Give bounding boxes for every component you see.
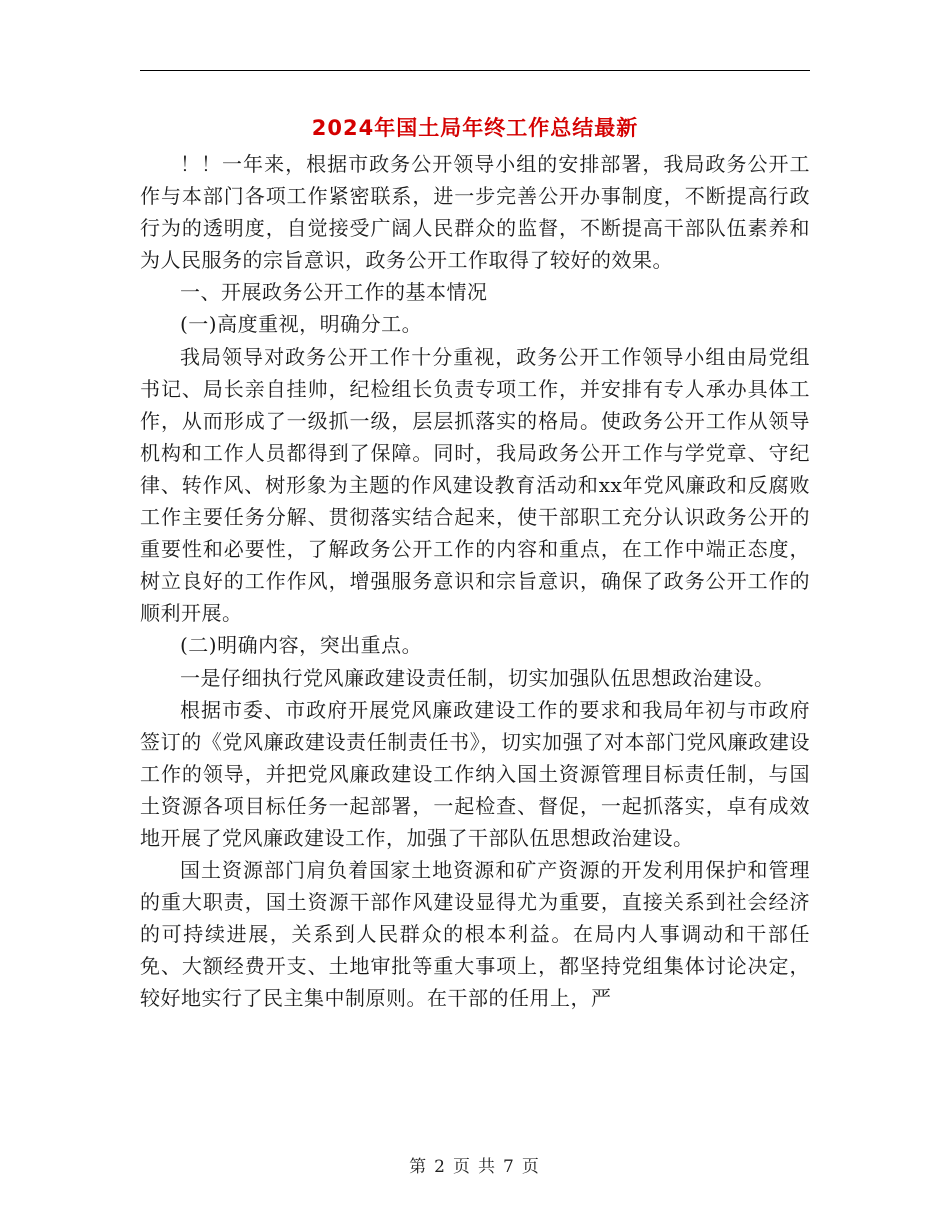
- header-rule: [140, 70, 810, 71]
- document-body: [140, 148, 810, 1015]
- paragraph-point: 一是仔细执行党风廉政建设责任制，切实加强队伍思想政治建设。: [180, 665, 775, 690]
- subsection-heading-2: (二)明确内容，突出重点。: [180, 633, 423, 658]
- document-title: 2024年国土局年终工作总结最新: [311, 116, 639, 140]
- footer-prefix: 第: [409, 1157, 429, 1177]
- subsection-heading-1: (一)高度重视，明确分工。: [180, 312, 423, 337]
- paragraph-body: 我局领导对政务公开工作十分重视，政务公开工作领导小组由局党组书记、局长亲自挂帅，纪检组长负责专项工作，并安排有专人承办具体工作，从而形成了一级抓一级，层层抓落实的格局。使政务公开工作从领导机构和工作人员都得到了保障。同时，我局政务公开工作与学党章、守纪律、转作风、树形象为主题的作风建设教育活动和xx年党风廉政和反腐败工作主要任务分解、贯彻落实结合起来，使干部职工充分认识政务公开的重要性和必要性，了解政务公开工作的内容和重点，在工作中端正态度，树立良好的工作作风，增强服务意识和宗旨意识，确保了政务公开工作的顺利开展。: [140, 344, 810, 626]
- paragraph-body: 国土资源部门肩负着国家土地资源和矿产资源的开发利用保护和管理的重大职责，国土资源干部作风建设显得尤为重要，直接关系到社会经济的可持续进展，关系到人民群众的根本利益。在局内人事调动和干部任免、大额经费开支、土地审批等重大事项上，都坚持党组集体讨论决定，较好地实行了民主集中制原则。在干部的任用上，严: [140, 858, 810, 1011]
- page-footer: [140, 1152, 810, 1177]
- paragraph-intro: ！！一年来，根据市政务公开领导小组的安排部署，我局政务公开工作与本部门各项工作紧密联系，进一步完善公开办事制度，不断提高行政行为的透明度，自觉接受广阔人民群众的监督，不断提高干部队伍素养和为人民服务的宗旨意识，政务公开工作取得了较好的效果。: [140, 152, 810, 273]
- paragraph-body: 根据市委、市政府开展党风廉政建设工作的要求和我局年初与市政府签订的《党风廉政建设责任制责任书》，切实加强了对本部门党风廉政建设工作的领导，并把党风廉政建设工作纳入国土资源管理目标责任制，与国土资源各项目标任务一起部署，一起检查、督促，一起抓落实，卓有成效地开展了党风廉政建设工作，加强了干部队伍思想政治建设。: [140, 697, 810, 850]
- footer-suffix: 页: [521, 1157, 541, 1177]
- footer-total-pages: 7: [503, 1157, 516, 1177]
- footer-page-word: 页: [453, 1157, 472, 1177]
- footer-total-prefix: 共: [478, 1157, 497, 1177]
- footer-page-number: 2: [434, 1157, 447, 1177]
- section-heading-1: 一、开展政务公开工作的基本情况: [180, 280, 488, 305]
